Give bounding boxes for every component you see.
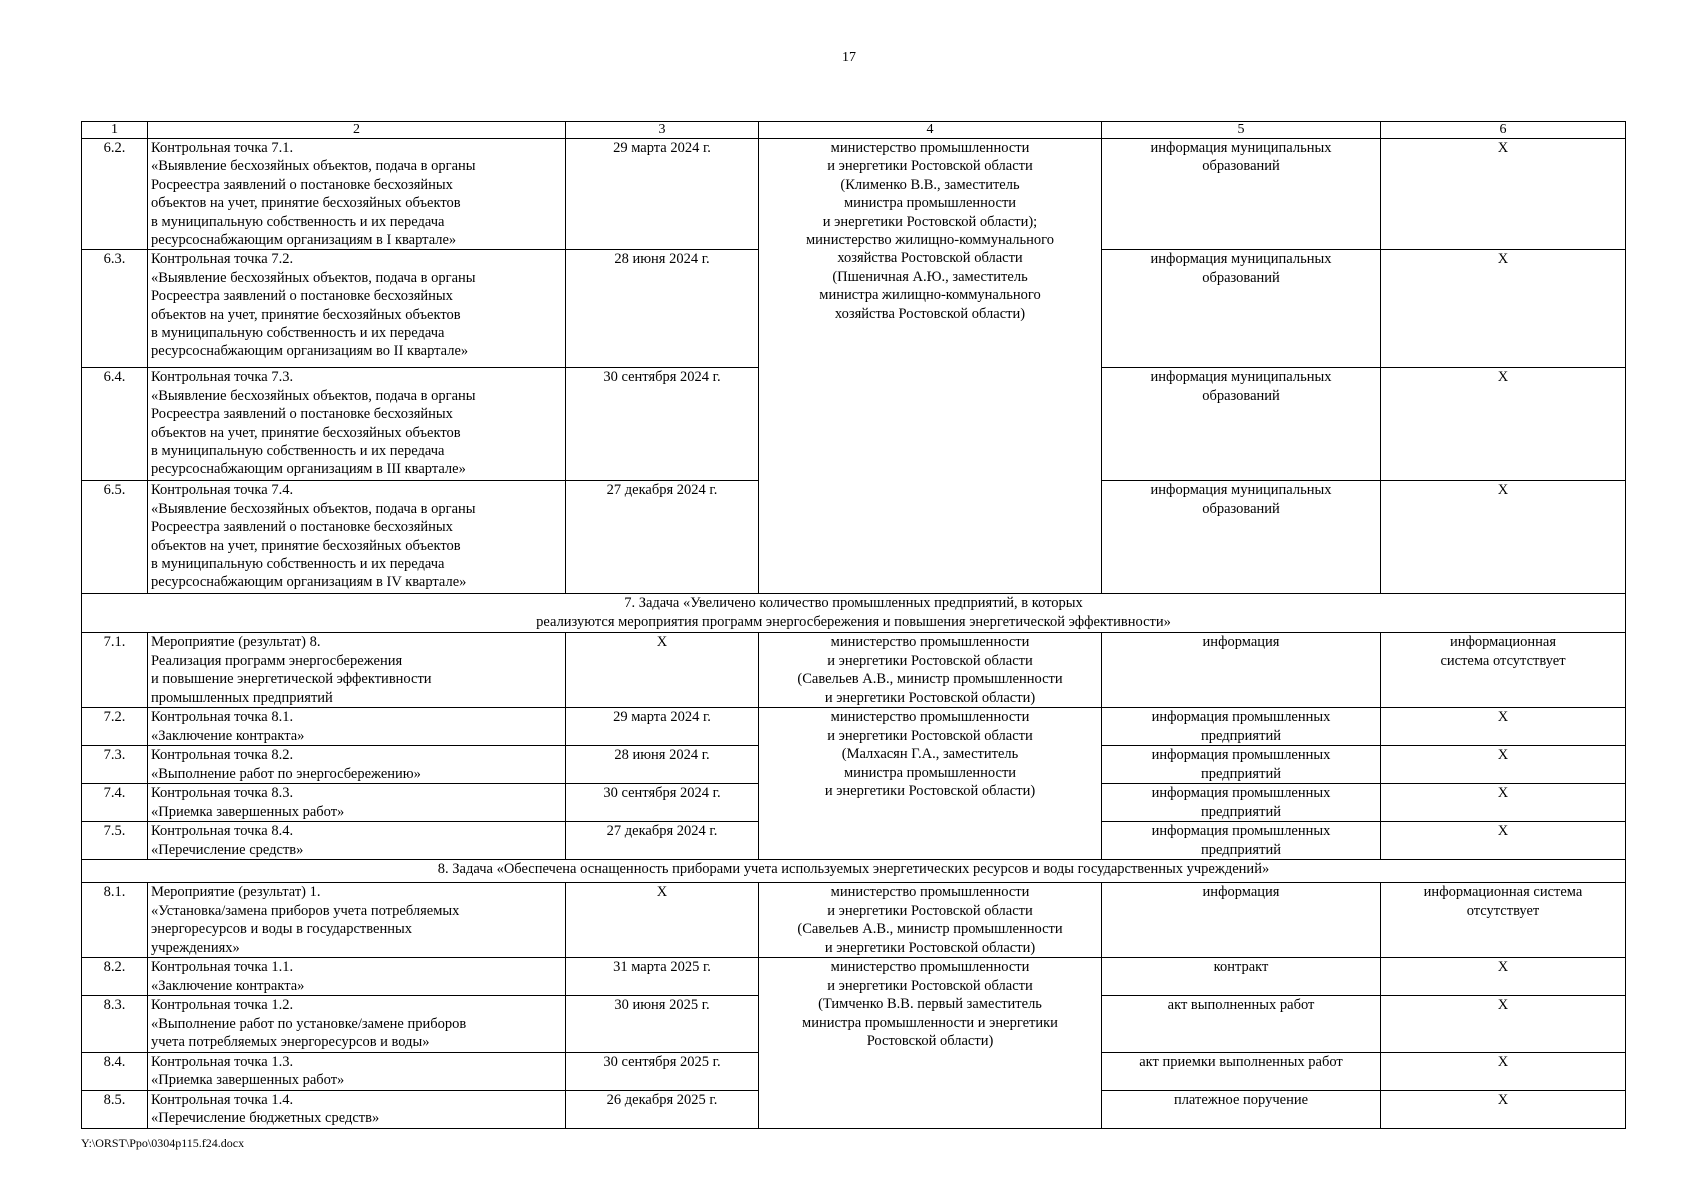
row-date: 31 марта 2025 г. — [566, 958, 759, 996]
responsible-cell: министерство промышленности и энергетики Ростовской области (Тимченко В.В. первый заместитель министра промышленности и энергетики Ростовской области) — [759, 958, 1102, 1128]
row-info-system: X — [1381, 1090, 1626, 1128]
row-number: 6.2. — [82, 139, 148, 250]
row-document: информация — [1102, 883, 1381, 958]
footer-file-path: Y:\ORST\Ppo\0304p115.f24.docx — [81, 1136, 245, 1150]
row-name: Контрольная точка 8.1. «Заключение контракта» — [148, 708, 566, 746]
header-cell: 6 — [1381, 122, 1626, 139]
table-row — [82, 883, 1626, 958]
row-date: 29 марта 2024 г. — [566, 708, 759, 746]
row-info-system: X — [1381, 996, 1626, 1052]
row-document: информация муниципальных образований — [1102, 250, 1381, 368]
task-title: 7. Задача «Увеличено количество промышленных предприятий, в которых реализуются мероприятия программ энергосбережения и повышения энергетической эффективности» — [82, 594, 1626, 633]
row-info-system: X — [1381, 368, 1626, 481]
row-number: 8.5. — [82, 1090, 148, 1128]
row-document: информация муниципальных образований — [1102, 139, 1381, 250]
task-title: 8. Задача «Обеспечена оснащенность приборами учета используемых энергетических ресурсов и воды государственных учреждений» — [82, 860, 1626, 883]
row-document: информация — [1102, 633, 1381, 708]
row-number: 7.4. — [82, 784, 148, 822]
row-name: Мероприятие (результат) 8. Реализация программ энергосбережения и повышение энергетической эффективности промышленных предприятий — [148, 633, 566, 708]
row-number: 6.4. — [82, 368, 148, 481]
row-info-system: X — [1381, 139, 1626, 250]
task-row — [82, 860, 1626, 883]
row-number: 7.5. — [82, 822, 148, 860]
row-name: Мероприятие (результат) 1. «Установка/замена приборов учета потребляемых энергоресурсов и воды в государственных учреждениях» — [148, 883, 566, 958]
row-document: акт выполненных работ — [1102, 996, 1381, 1052]
row-number: 8.3. — [82, 996, 148, 1052]
header-cell: 5 — [1102, 122, 1381, 139]
table-row — [82, 633, 1626, 708]
row-date: 28 июня 2024 г. — [566, 250, 759, 368]
row-info-system: информационная система отсутствует — [1381, 633, 1626, 708]
row-document: информация промышленных предприятий — [1102, 822, 1381, 860]
row-number: 8.1. — [82, 883, 148, 958]
row-date: 26 декабря 2025 г. — [566, 1090, 759, 1128]
header-cell: 3 — [566, 122, 759, 139]
row-document: информация муниципальных образований — [1102, 481, 1381, 594]
row-name: Контрольная точка 7.4. «Выявление бесхозяйных объектов, подача в органы Росреестра заявлений о постановке бесхозяйных объектов на учет, принятие бесхозяйных объектов в муниципальную собственность и их передача ресурсоснабжающим организациям в IV квартале» — [148, 481, 566, 594]
row-name: Контрольная точка 1.1. «Заключение контракта» — [148, 958, 566, 996]
responsible-cell: министерство промышленности и энергетики Ростовской области (Малхасян Г.А., заместитель министра промышленности и энергетики Ростовской области) — [759, 708, 1102, 860]
row-info-system: X — [1381, 958, 1626, 996]
row-date: 30 сентября 2025 г. — [566, 1052, 759, 1090]
table-row — [82, 708, 1626, 746]
header-row — [82, 122, 1626, 139]
row-name: Контрольная точка 1.3. «Приемка завершенных работ» — [148, 1052, 566, 1090]
row-info-system: информационная система отсутствует — [1381, 883, 1626, 958]
row-name: Контрольная точка 1.4. «Перечисление бюджетных средств» — [148, 1090, 566, 1128]
row-date: 28 июня 2024 г. — [566, 746, 759, 784]
row-info-system: X — [1381, 708, 1626, 746]
row-name: Контрольная точка 8.4. «Перечисление средств» — [148, 822, 566, 860]
responsible-cell: министерство промышленности и энергетики Ростовской области (Клименко В.В., заместитель министра промышленности и энергетики Ростовской области); министерство жилищно-коммунального хозяйства Ростовской области (Пшеничная А.Ю., заместитель министра жилищно-коммунального хозяйства Ростовской области) — [759, 139, 1102, 594]
row-info-system: X — [1381, 481, 1626, 594]
row-date: 27 декабря 2024 г. — [566, 481, 759, 594]
row-date: X — [566, 883, 759, 958]
row-date: 27 декабря 2024 г. — [566, 822, 759, 860]
header-cell: 4 — [759, 122, 1102, 139]
row-name: Контрольная точка 7.2. «Выявление бесхозяйных объектов, подача в органы Росреестра заявлений о постановке бесхозяйных объектов на учет, принятие бесхозяйных объектов в муниципальную собственность и их передача ресурсоснабжающим организациям во II квартале» — [148, 250, 566, 368]
row-number: 7.2. — [82, 708, 148, 746]
header-cell: 1 — [82, 122, 148, 139]
row-document: акт приемки выполненных работ — [1102, 1052, 1381, 1090]
table-row — [82, 139, 1626, 250]
row-name: Контрольная точка 8.2. «Выполнение работ по энергосбережению» — [148, 746, 566, 784]
header-cell: 2 — [148, 122, 566, 139]
row-document: контракт — [1102, 958, 1381, 996]
row-number: 8.2. — [82, 958, 148, 996]
row-date: 29 марта 2024 г. — [566, 139, 759, 250]
row-date: 30 сентября 2024 г. — [566, 784, 759, 822]
responsible-cell: министерство промышленности и энергетики Ростовской области (Савельев А.В., министр промышленности и энергетики Ростовской области) — [759, 883, 1102, 958]
row-document: информация промышленных предприятий — [1102, 746, 1381, 784]
row-info-system: X — [1381, 1052, 1626, 1090]
row-info-system: X — [1381, 250, 1626, 368]
row-document: информация промышленных предприятий — [1102, 708, 1381, 746]
row-document: информация промышленных предприятий — [1102, 784, 1381, 822]
row-name: Контрольная точка 1.2. «Выполнение работ по установке/замене приборов учета потребляемых энергоресурсов и воды» — [148, 996, 566, 1052]
task-row — [82, 594, 1626, 633]
responsible-cell: министерство промышленности и энергетики Ростовской области (Савельев А.В., министр промышленности и энергетики Ростовской области) — [759, 633, 1102, 708]
row-info-system: X — [1381, 822, 1626, 860]
row-date: 30 сентября 2024 г. — [566, 368, 759, 481]
row-name: Контрольная точка 7.1. «Выявление бесхозяйных объектов, подача в органы Росреестра заявлений о постановке бесхозяйных объектов на учет, принятие бесхозяйных объектов в муниципальную собственность и их передача ресурсоснабжающим организациям в I квартале» — [148, 139, 566, 250]
row-name: Контрольная точка 7.3. «Выявление бесхозяйных объектов, подача в органы Росреестра заявлений о постановке бесхозяйных объектов на учет, принятие бесхозяйных объектов в муниципальную собственность и их передача ресурсоснабжающим организациям в III квартале» — [148, 368, 566, 481]
row-name: Контрольная точка 8.3. «Приемка завершенных работ» — [148, 784, 566, 822]
table-row — [82, 958, 1626, 996]
row-document: информация муниципальных образований — [1102, 368, 1381, 481]
row-number: 6.3. — [82, 250, 148, 368]
row-date: X — [566, 633, 759, 708]
row-info-system: X — [1381, 784, 1626, 822]
page-number: 17 — [842, 50, 856, 65]
row-document: платежное поручение — [1102, 1090, 1381, 1128]
row-info-system: X — [1381, 746, 1626, 784]
row-number: 6.5. — [82, 481, 148, 594]
row-number: 7.1. — [82, 633, 148, 708]
control-points-table — [81, 121, 1626, 1129]
row-number: 7.3. — [82, 746, 148, 784]
row-number: 8.4. — [82, 1052, 148, 1090]
row-date: 30 июня 2025 г. — [566, 996, 759, 1052]
